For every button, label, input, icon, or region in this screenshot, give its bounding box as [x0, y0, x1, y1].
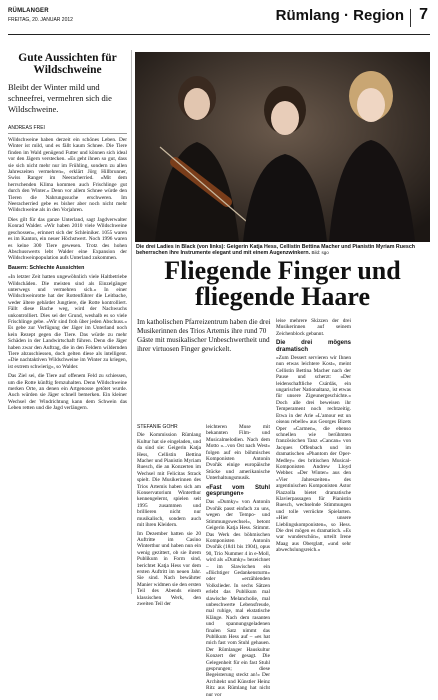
main-article-col3-paragraph-2: «Zum Dessert servieren wir Ihnen nun etwas leichtere Kost», meint Cellistin Bettina Macher nach der Pause und scherzt: «Der leidenschaftliche Csárdás, ein ungarischer Nationaltanz, ist etwas für unsere Zigeunergeschichte.» Doch alle drei beweisen ihr Temperament noch rechtzeitig. Etwa in der Arie «L'amour est un oiseau rebelle» aus Georges Bizets Oper «Carmen», die ebenso schnellen wie berühmten französischen Tanz «Cancan» von Jacques Offenbach und im dramatischen «Phantom der Oper-Medley» des britischen Musical-Komponisten Andrew Lloyd Webber. «Der Winter» aus den «Vier Jahreszeiten» des argentinischen Komponisten Astor Piazzolla bietet dramatische Klavierpassagen für Pianistin Ruesch, wechselnde Stimmungen und tolle verrückte Spielarten. «Hier unsere Lieblingskomponisten», so Hess. Die drei mögen es dramatisch. «Es war wunderschön», urteilt Irene Maag aus Oberglatt, «und sehr abwechslungsreich.»: [276, 355, 351, 554]
section-title: Rümlang · Region: [275, 7, 404, 24]
issue-date: FREITAG, 20. JANUAR 2012: [8, 17, 73, 23]
main-article-column-2: [206, 424, 270, 700]
masthead-divider: [410, 9, 411, 27]
left-article-headline: Gute Aussichten für Wildschweine: [18, 52, 117, 76]
publication-name: RÜMLANGER: [8, 8, 49, 14]
left-article: [8, 52, 127, 412]
page-number: 7: [419, 6, 428, 23]
left-article-byline: ANDREAS FREI: [8, 125, 127, 134]
masthead: [8, 6, 430, 35]
main-article-intro: Im katholischen Pfarreizentrum haben die drei Musikerinnen des Trios Artemis ihre rund 70 Gäste mit musikalischer Unbeschwertheit und ihrer virtuosen Finger gewickelt.: [137, 318, 271, 353]
main-article-col2-paragraph-2: Das «Dumky» von Antonín Dvořák passt einfach zu uns, wegen der Tempo- und Stimmungswechsel», betont Geigerin Katja Hess. Stimmt. Das Werk des böhmischen Komponisten Antonín Dvořák (1841 bis 1904), opus 90, Trio Nummer 4 in e-Moll, wird als «Dumky» bezeichnet – im Slawischen ein «flüchtiger Gedankensturm» oder «erzählenden Volkslieder. In sechs Sätzen erlebt das Publikum mal slawische Melancholie, mal unbeschwerte Lebensfreude, mal ruhige, mal ekstatische Klänge. Nach dem rasanten und spannungsgeladenen finalen Satz nimmt das Publikum Hess auf – «es hat mich fast vom Stuhl gehauen. Der Rümlanger Hauskultur Konzert der gesagt. Die Gelegenheit für ein fast Stuhl gesprungen; diese Begeisterung steckt an!» Der Architekt und Künstler Heinz Ritz aus Rümlang hat nicht nur vor: [206, 499, 270, 698]
photo-credit: Bild: sgo: [311, 250, 329, 256]
main-article-col2-subhead: «Fast vom Stuhl gesprungen»: [206, 484, 270, 498]
main-article-column-1: [137, 424, 201, 609]
left-article-subhead-2: Bauern: Schlechte Aussichten: [8, 264, 85, 271]
main-article-col1-paragraph-1: Die Kommission Rümlang Kultur hat sie eingeladen, und da sind sie: Geigerin Katja Hess, Cellistin Bettina Macher und Pianistin Myriam Ruesch, die an Konzerten im Wechsel mit Felicitas Strack spielt. Die Musikerinnen des Trios Artemis haben sich am Konservatorium Winterthur kennengelernt, spielen seit 1995 zusammen und brillieren nicht nur musikalisch, sondern auch mit ihren Kleidern.: [137, 432, 201, 529]
photo-caption: [136, 244, 428, 257]
main-article-col3-subhead: Die drei mögens dramatisch: [276, 340, 351, 353]
main-article-column-3: [276, 318, 351, 556]
trio-photo-illustration: [135, 52, 430, 242]
trio-photo: [135, 52, 430, 242]
left-article-paragraph-1: Wildschweine haben derzeit ein schönes Leben. Der Winter ist mild, und es fällt kaum Schnee. Die Tiere finden im Wald genügend Futter und können sich ideal vor den Jägern verstecken. «Es geht ihnen so gut, dass sie sich nicht mehr nur im Frühling, sondern zu allen Jahreszeiten vermehren», erklärt Jörg Hillbrunner, Swiss Ranger im Neeracherried. «Mit dem herrschenden Klima kommen auch Frischlinge gut durch den Winter.» Denn vor allem Schnee würde den Tieren die Nahrungssuche erschweren. Im Neeracherried gebe es bisher aber noch nicht mehr Wildschweine als in den Vorjahren.: [8, 137, 127, 214]
main-article-col1-paragraph-2: Im Dezember hatten sie 20 Auftritte im Casino Winterthur und haben nun ein wenig gezittert, ob sie ihrem Publikum in Form sind, berichtet Katja Hess vor dem ersten Auftritt im neuen Jahr. Sie sind. Nach bewährter Manier widmen sie den ersten Teil des Abends einem klassischen Werk, den zweiten Teil der: [137, 530, 201, 607]
left-article-paragraph-3: «In letzter Zeit hatten ungewöhnlich viele Haltbetriebe Wildschäden. Die meisten sind als Einzelgänger unterwegs und vermehren sich.» In einer Wildschweinrotte hat der Rottenführer die Leitbache, weder ältere gebärdet Jungtiere, die Rotte kontrolliert. Fällt diese Bache weg, wird der Nachwuchs unkontrolliert. Dies sei der Grund, weshalb es so viele Frischlinge gebe. «Wir sind froh über jeden Abschuss.» Es gebe zur Verfügung der Jäger im Unterland noch kein Rezept gegen die Tiere. Das würde zu mehr Schäden in der Landwirtschaft führen. Denn die Jäger haben zwar den Auftrag, die in den Feldern wildernden Tiere abzuschiessen, doch gelten diese als intelligent. «Die nachtaktiven Wildschweine im Winter zu kriegen, ist extrem schwierig», so Walder.: [8, 274, 127, 370]
main-article-headline: Fliegende Finger und fliegende Haare: [164, 256, 401, 311]
photo-caption-text: Die drei Ladies in Black (von links): Geigerin Katja Hess, Cellistin Bettina Macher und Pianistin Myriam Ruesch beherrschen ihre Instrumente elegant und mit einem Augenzwinkern.: [136, 244, 416, 257]
left-article-subhead: Bleibt der Winter mild und schneefrei, vermehren sich die Wildschweine.: [8, 82, 112, 114]
left-article-paragraph-4: Das Ziel sei, die Tiere auf offenem Feld zu schiessen, um die Rotte künftig fernzuhalten. Denn Wildschweine merken Orte, an denen ein Artgenosse getötet wurde. Auch würden sie Jäger schnell bemerken. Ein kleiner Wechsel der Windrichtung kann dem Schwein das Leben retten und die Jagd verlängern.: [8, 373, 127, 412]
main-article-byline: STEFANIE GOHR: [137, 424, 178, 430]
main-article-col2-paragraph-1: leichteren Muse mit bekannten Film- und Musicalmelodien. Nach dem Motto «...von Ost nach West» folgen auf ein böhmisches Komponisten Antonín Dvořák einige europäische Stücke und amerikanische Unterhaltungsmusik.: [206, 424, 270, 482]
column-divider: [131, 50, 132, 594]
left-article-paragraph-2: Dies gilt für das ganze Unterland, sagt Jagdverwalter Konrad Walder. «Wir haben 2010 viele Wildschweine geschossen», erinnert sich der Schleiniker. 1055 waren es im Kanton, ein neuer Höchstwert. Noch 1996 waren es keine 300 Tiere gewesen. Trotz des hohen Abschusswerts lebt Walder eine Expansion der Wildschweinpopulation aufs Unterland zukommen.: [8, 216, 127, 262]
main-article-col3-paragraph-lead: leise mehrere Skizzen der drei Musikerinnen auf seinem Zeichenblock gebannt.: [276, 318, 351, 337]
